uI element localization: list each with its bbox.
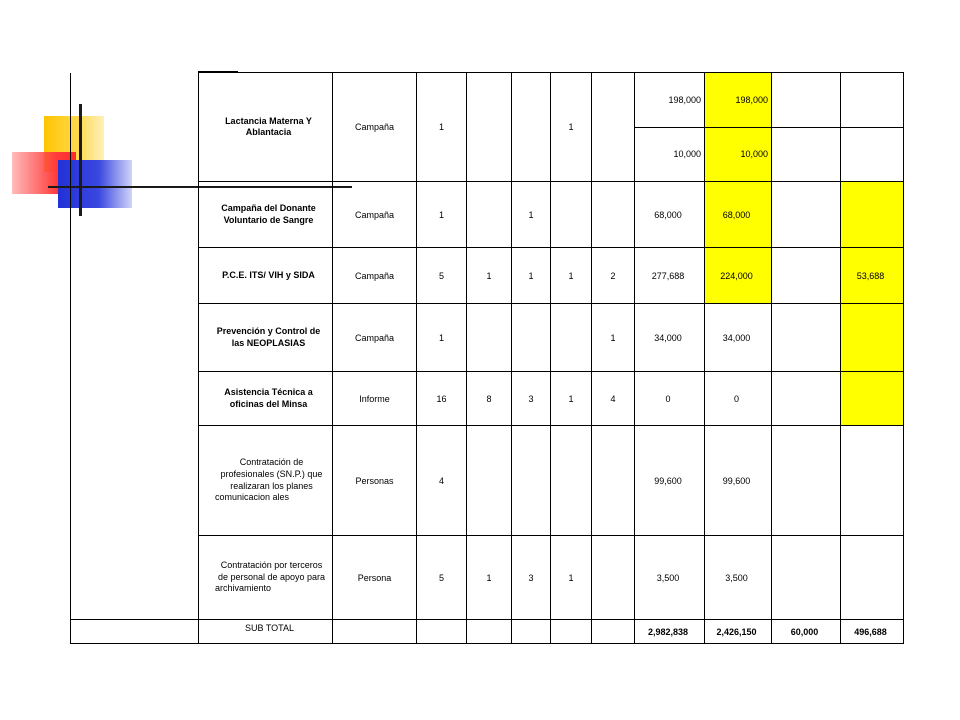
fund-3-cell <box>841 426 904 536</box>
total-cell: 68,000 <box>635 182 705 248</box>
fund-2-cell <box>772 536 841 620</box>
fund-1-cell: 3,500 <box>705 536 772 620</box>
total-value: 198,000 <box>668 94 701 105</box>
quarter-4-cell <box>592 182 635 248</box>
quarter-1-cell: 8 <box>467 372 512 426</box>
activity-cell: P.C.E. ITS/ VIH y SIDA <box>199 248 333 304</box>
unit-cell: Persona <box>333 536 417 620</box>
quarter-3-cell: 1 <box>551 248 592 304</box>
fund-1-cell: 34,000 <box>705 304 772 372</box>
fund-1-cell <box>705 73 772 182</box>
total-value: 10,000 <box>635 127 704 182</box>
quarter-1-cell <box>467 426 512 536</box>
quarter-3-cell <box>551 182 592 248</box>
activity-cell: Contratación de profesionales (SN.P.) que realizaran los planes comunicacion ales <box>199 426 333 536</box>
fund-2-cell <box>772 182 841 248</box>
meta-cell: 1 <box>417 73 467 182</box>
unit-cell: Campaña <box>333 182 417 248</box>
unit-cell: Campaña <box>333 73 417 182</box>
quarter-4-cell: 2 <box>592 248 635 304</box>
quarter-4-cell: 4 <box>592 372 635 426</box>
budget-table <box>70 72 904 644</box>
quarter-2-cell: 3 <box>512 536 551 620</box>
fund-1-cell: 99,600 <box>705 426 772 536</box>
activity-cell: Prevención y Control de las NEOPLASIAS <box>199 304 333 372</box>
fund-3-cell <box>841 182 904 248</box>
fund-2-cell <box>772 248 841 304</box>
quarter-3-cell: 1 <box>551 73 592 182</box>
quarter-2-cell <box>512 73 551 182</box>
activity-cell: Asistencia Técnica a oficinas del Minsa <box>199 372 333 426</box>
total-cell <box>635 73 705 182</box>
fund-1-cell: 224,000 <box>705 248 772 304</box>
fund-1-cell: 0 <box>705 372 772 426</box>
meta-cell: 5 <box>417 536 467 620</box>
total-cell: 3,500 <box>635 536 705 620</box>
total-cell: 277,688 <box>635 248 705 304</box>
left-blank-column <box>71 73 199 620</box>
meta-cell: 5 <box>417 248 467 304</box>
activity-cell: Lactancia Materna Y Ablantacia <box>199 73 333 182</box>
quarter-3-cell <box>551 426 592 536</box>
unit-cell: Campaña <box>333 248 417 304</box>
subtotal-label: SUB TOTAL <box>199 620 333 644</box>
quarter-2-cell <box>512 426 551 536</box>
fund-2-cell <box>772 304 841 372</box>
quarter-2-cell <box>512 304 551 372</box>
fund-1-cell: 68,000 <box>705 182 772 248</box>
unit-cell: Campaña <box>333 304 417 372</box>
activity-cell: Contratación por terceros de personal de apoyo para archivamiento <box>199 536 333 620</box>
fund-3-cell <box>841 536 904 620</box>
total-cell: 99,600 <box>635 426 705 536</box>
quarter-3-cell: 1 <box>551 536 592 620</box>
subtotal-fund-1: 2,426,150 <box>705 620 772 644</box>
quarter-1-cell <box>467 73 512 182</box>
quarter-1-cell <box>467 182 512 248</box>
quarter-3-cell: 1 <box>551 372 592 426</box>
meta-cell: 16 <box>417 372 467 426</box>
total-cell: 34,000 <box>635 304 705 372</box>
quarter-1-cell: 1 <box>467 248 512 304</box>
quarter-1-cell <box>467 304 512 372</box>
subtotal-fund-2: 60,000 <box>772 620 841 644</box>
quarter-4-cell <box>592 426 635 536</box>
fund-3-cell <box>841 304 904 372</box>
fund-1-value: 10,000 <box>705 127 771 182</box>
subtotal-total: 2,982,838 <box>635 620 705 644</box>
fund-2-cell <box>772 426 841 536</box>
quarter-4-cell <box>592 73 635 182</box>
meta-cell: 1 <box>417 304 467 372</box>
fund-2-cell <box>772 372 841 426</box>
fund-3-cell <box>841 372 904 426</box>
unit-cell: Personas <box>333 426 417 536</box>
unit-cell: Informe <box>333 372 417 426</box>
quarter-4-cell <box>592 536 635 620</box>
quarter-3-cell <box>551 304 592 372</box>
meta-cell: 4 <box>417 426 467 536</box>
fund-3-cell: 53,688 <box>841 248 904 304</box>
fund-2-cell <box>772 73 841 182</box>
subtotal-row <box>71 620 904 644</box>
table-row <box>71 73 904 182</box>
quarter-2-cell: 1 <box>512 248 551 304</box>
quarter-2-cell: 1 <box>512 182 551 248</box>
fund-1-value: 198,000 <box>735 94 768 105</box>
quarter-2-cell: 3 <box>512 372 551 426</box>
quarter-1-cell: 1 <box>467 536 512 620</box>
activity-cell: Campaña del Donante Voluntario de Sangre <box>199 182 333 248</box>
quarter-4-cell: 1 <box>592 304 635 372</box>
fund-3-cell <box>841 73 904 182</box>
subtotal-blank-cell <box>71 620 199 644</box>
total-cell: 0 <box>635 372 705 426</box>
meta-cell: 1 <box>417 182 467 248</box>
subtotal-fund-3: 496,688 <box>841 620 904 644</box>
